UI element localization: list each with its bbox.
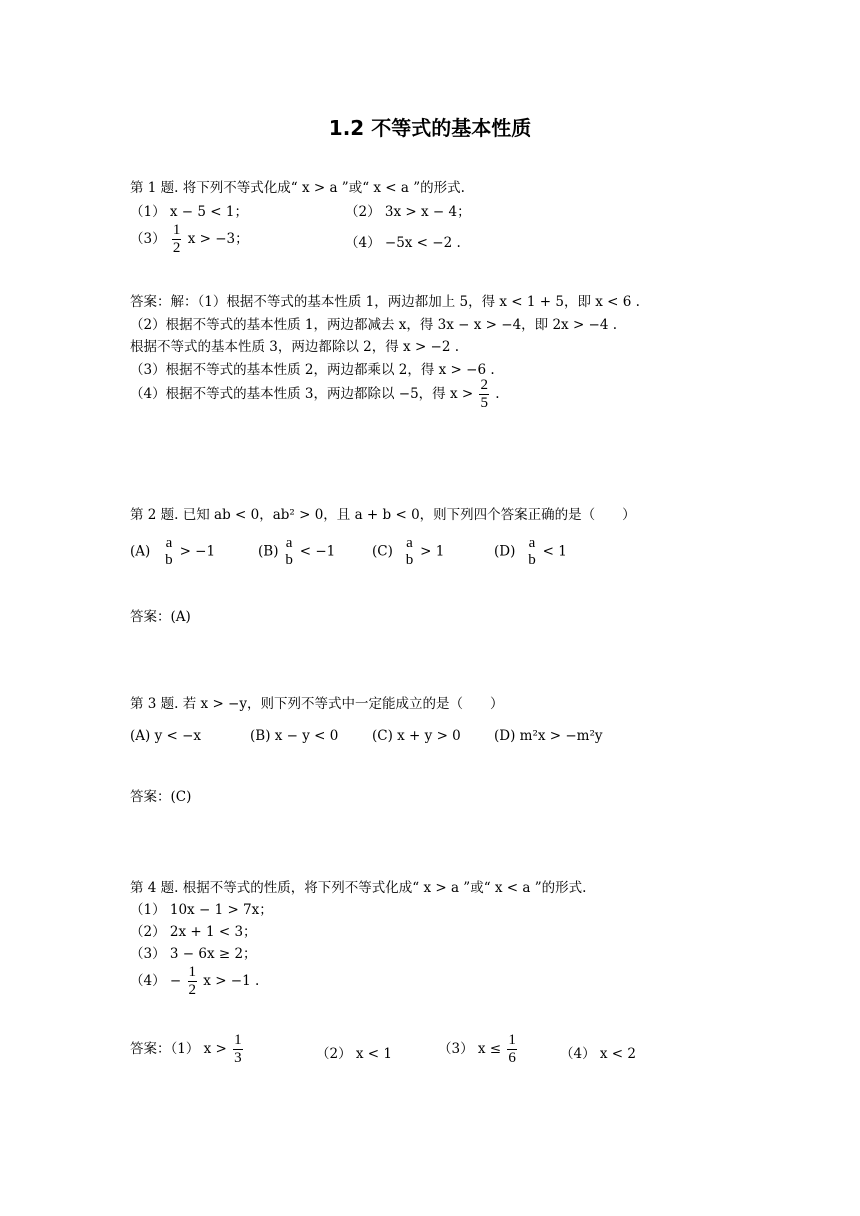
q3-option-b: (B) x − y < 0 <box>250 728 339 744</box>
q4-item-1: （1） 10x − 1 > 7x； <box>130 902 273 918</box>
q2-option-b <box>258 535 335 569</box>
q1-answer-line-1: 答案：解：（1）根据不等式的基本性质 1，两边都加上 5，得 x < 1 + 5，即 x < 6 . <box>130 294 640 310</box>
option-rest: < −1 <box>299 543 336 560</box>
page-title: 1.2 不等式的基本性质 <box>328 116 532 140</box>
option-rest: < 1 <box>542 543 567 560</box>
q1-answer-5-end: . <box>495 386 500 402</box>
option-fraction <box>528 535 537 569</box>
q1-answer-5-text: （4）根据不等式的基本性质 3，两边都除以 −5，得 x > <box>130 386 474 402</box>
option-fraction <box>285 535 294 569</box>
fraction-denominator: 3 <box>234 1050 242 1066</box>
q1-answer-line-3: 根据不等式的基本性质 3，两边都除以 2，得 x > −2 . <box>130 339 460 355</box>
fraction-numerator: 2 <box>480 377 488 393</box>
fraction-numerator: 1 <box>234 1032 242 1048</box>
fraction-denominator: b <box>285 552 293 568</box>
fraction-numerator: 1 <box>172 222 181 238</box>
q4-answer-prefix: 答案：（1） x > <box>130 1041 227 1057</box>
fraction-denominator: b <box>405 552 414 568</box>
q2-option-a <box>130 535 215 569</box>
fraction-numerator: 1 <box>188 964 196 980</box>
option-rest: > −1 <box>179 543 216 560</box>
q1-answer-line-2: （2）根据不等式的基本性质 1，两边都减去 x，得 3x − x > −4，即 2x > −4 . <box>130 317 618 333</box>
q4-item-3: （3） 3 − 6x ≥ 2； <box>130 946 257 962</box>
q1-item-4: （4） −5x < −2 . <box>345 235 461 251</box>
q4-stem: 第 4 题. 根据不等式的性质，将下列不等式化成“ x > a ”或“ x < a ”的形式. <box>130 880 587 896</box>
fraction-denominator: 6 <box>508 1050 516 1066</box>
q2-answer: 答案：(A) <box>130 609 191 625</box>
fraction-denominator: 2 <box>188 982 196 998</box>
q2-option-c <box>372 535 444 569</box>
q4-item-4-label: （4） − <box>130 973 182 989</box>
q3-option-a: (A) y < −x <box>130 728 202 744</box>
q1-answer-line-4: （3）根据不等式的基本性质 2，两边都乘以 2，得 x > −6 . <box>130 362 495 378</box>
fraction-numerator: 1 <box>508 1032 516 1048</box>
q4-answer-3-fraction <box>507 1032 517 1067</box>
q1-item-3-label: （3） <box>130 231 166 247</box>
fraction-numerator: a <box>165 535 173 551</box>
q4-answer-3-prefix: （3） x ≤ <box>438 1041 502 1057</box>
option-fraction <box>165 535 174 569</box>
q1-answer-5-fraction <box>479 377 489 412</box>
fraction-numerator: a <box>285 535 293 551</box>
fraction-numerator: a <box>528 535 536 551</box>
option-label: (A) <box>130 543 151 560</box>
fraction-denominator: 5 <box>480 395 488 411</box>
fraction-denominator: b <box>528 552 536 568</box>
q2-stem: 第 2 题. 已知 ab < 0，ab² > 0，且 a + b < 0，则下列四个答案正确的是（ ） <box>130 507 636 523</box>
q1-item-3 <box>130 222 249 257</box>
q4-answer-1 <box>130 1032 245 1067</box>
q1-item-3-fraction <box>172 222 182 257</box>
q2-option-d <box>494 535 567 569</box>
q4-answer-1-fraction <box>233 1032 243 1067</box>
q4-item-4-fraction <box>188 964 198 999</box>
option-fraction <box>405 535 414 569</box>
q3-answer: 答案：(C) <box>130 789 192 805</box>
q3-option-c: (C) x + y > 0 <box>372 728 461 744</box>
option-label: (D) <box>494 543 516 560</box>
q4-item-2: （2） 2x + 1 < 3； <box>130 924 257 940</box>
option-label: (B) <box>258 543 279 560</box>
q3-stem: 第 3 题. 若 x > −y，则下列不等式中一定能成立的是（ ） <box>130 696 504 712</box>
q4-item-4 <box>130 964 259 999</box>
q1-item-3-rest: x > −3； <box>187 231 249 247</box>
option-rest: > 1 <box>420 543 445 560</box>
q1-item-2: （2） 3x > x − 4； <box>345 204 471 220</box>
q3-option-d: (D) m²x > −m²y <box>494 728 603 744</box>
q4-answer-3 <box>438 1032 519 1067</box>
q4-answer-4: （4） x < 2 <box>560 1046 636 1062</box>
fraction-numerator: a <box>406 535 413 551</box>
q1-answer-line-5 <box>130 377 500 412</box>
fraction-denominator: 2 <box>172 240 181 256</box>
option-label: (C) <box>372 543 393 560</box>
q1-item-1: （1） x − 5 < 1； <box>130 204 248 220</box>
q1-stem: 第 1 题. 将下列不等式化成“ x > a ”或“ x < a ”的形式. <box>130 180 465 196</box>
q4-item-4-rest: x > −1 . <box>203 973 260 989</box>
fraction-denominator: b <box>165 552 173 568</box>
q4-answer-2: （2） x < 1 <box>316 1046 392 1062</box>
